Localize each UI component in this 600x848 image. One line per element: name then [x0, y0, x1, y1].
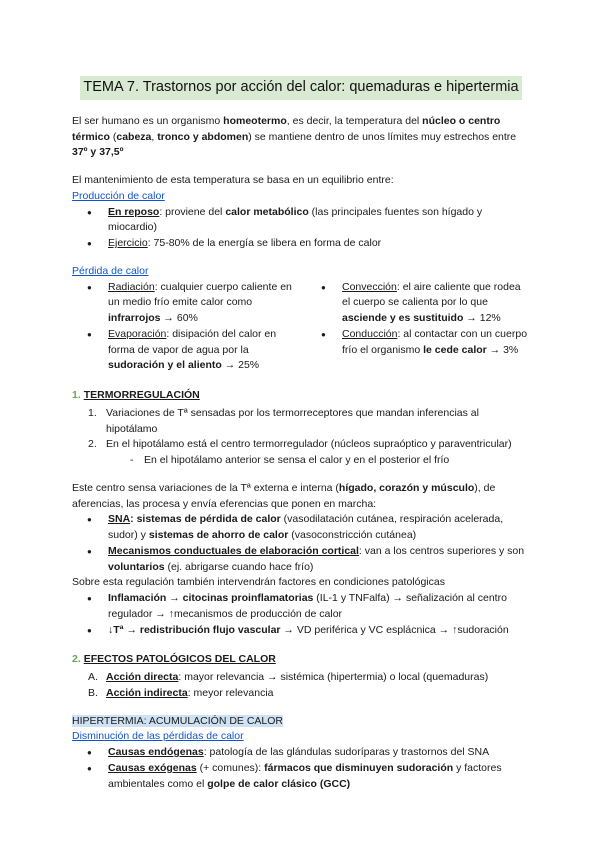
termo-sublist — [72, 453, 530, 469]
list-item: 1. Variaciones de Tª sensadas por los termorreceptores que mandan inferencias al hipotálamo — [88, 406, 479, 435]
list-item: 2. En el hipotálamo está el centro termorregulador (núcleos supraóptico y paraventricular) — [88, 438, 512, 451]
list-item: ● Evaporación: disipación del calor en forma de vapor de agua por la sudoración y el aliento → 25% — [72, 327, 296, 374]
termorregulacion-heading: 1. TERMORREGULACIÓN — [72, 389, 200, 401]
efectos-heading: 2. EFECTOS PATOLÓGICOS DEL CALOR — [72, 653, 276, 666]
title-wrap — [72, 76, 530, 100]
list-item: ● Causas endógenas: patología de las glándulas sudoríparas y trastornos del SNA — [72, 745, 530, 761]
termo-paragraph: Este centro sensa variaciones de la Tª externa e interna (hígado, corazón y músculo), de aferencias, las procesa y envía eferencias que ponen en marcha: — [72, 481, 496, 510]
produccion-list — [72, 205, 530, 252]
produccion-heading: Producción de calor — [72, 189, 165, 202]
list-item: A. Acción directa: mayor relevancia → sistémica (hipertermia) o local (quemaduras) — [88, 671, 489, 683]
list-item: ● Inflamación → citocinas proinflamatorias (IL-1 y TNFalfa) → señalización al centro regulador → ↑mecanismos de producción de calor — [72, 591, 530, 623]
list-item: ● ↓Tª → redistribución flujo vascular → VD periférica y VC esplácnica → ↑sudoración — [72, 623, 530, 639]
list-item: - En el hipotálamo anterior se sensa el calor y en el posterior el frío — [72, 453, 530, 469]
hipertermia-heading: HIPERTERMIA: ACUMULACIÓN DE CALOR — [72, 714, 284, 727]
perdida-columns — [72, 280, 530, 375]
causas-list — [72, 745, 530, 792]
perdida-heading: Pérdida de calor — [72, 264, 149, 277]
intro-paragraph: El ser humano es un organismo homeotermo, es decir, la temperatura del núcleo o centro térmico (cabeza, tronco y abdomen) se mantiene dentro de unos límites muy estrechos entre 37º y 37,5º — [72, 114, 517, 159]
termo-list — [72, 406, 530, 453]
list-item: B. Acción indirecta: meyor relevancia — [88, 686, 274, 699]
patologicas-text: Sobre esta regulación también intervendrán factores en condiciones patológicas — [72, 576, 445, 589]
list-item: ● SNA: sistemas de pérdida de calor (vasodilatación cutánea, respiración acelerada, sudor) y sistemas de ahorro de calor (vasoconstricción cutánea) — [72, 512, 530, 544]
list-item: ● Radiación: cualquier cuerpo caliente en un medio frío emite calor como infrarrojos → 60% — [72, 280, 296, 327]
patologicas-list — [72, 591, 530, 638]
list-item: ● Causas exógenas (+ comunes): fármacos que disminuyen sudoración y factores ambientales como el golpe de calor clásico (GCC) — [72, 761, 530, 793]
list-item: ● Mecanismos conductuales de elaboración cortical: van a los centros superiores y son voluntarios (ej. abrigarse cuando hace frío) — [72, 544, 530, 576]
efectos-list — [72, 670, 530, 702]
perdida-col-left — [72, 280, 296, 375]
hipertermia-subheading: Disminución de las pérdidas de calor — [72, 730, 244, 743]
list-item: ● Conducción: al contactar con un cuerpo frío el organismo le cede calor → 3% — [306, 327, 530, 359]
list-item: ● Ejercicio: 75-80% de la energía se libera en forma de calor — [72, 236, 530, 252]
equilibrio-text: El mantenimiento de esta temperatura se basa en un equilibrio entre: — [72, 174, 394, 186]
eferencias-list — [72, 512, 530, 575]
list-item: ● Convección: el aire caliente que rodea el cuerpo se calienta por lo que asciende y es sustituido → 12% — [306, 280, 530, 327]
page-title: TEMA 7. Trastornos por acción del calor: quemaduras e hipertermia — [80, 76, 521, 100]
list-item: ● En reposo: proviene del calor metabólico (las principales fuentes son hígado y miocardio) — [72, 205, 530, 237]
perdida-col-right — [306, 280, 530, 375]
